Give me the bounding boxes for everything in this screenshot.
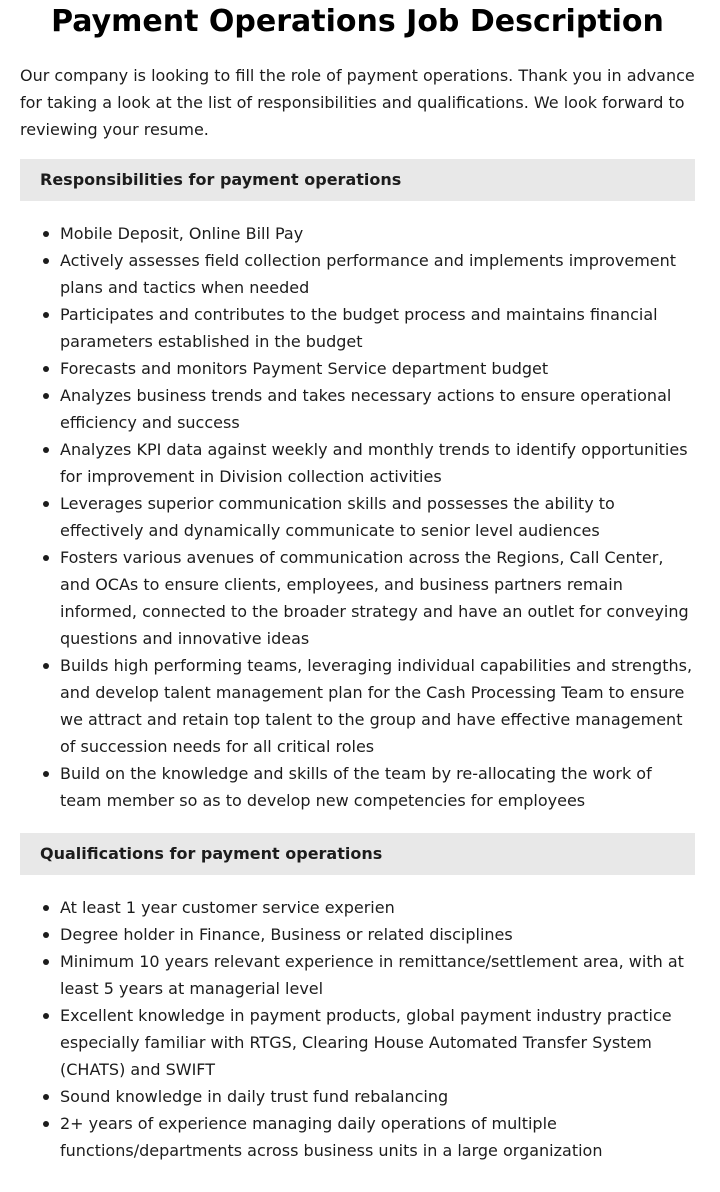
list-item: Actively assesses field collection performance and implements improvement plans and tactics when needed: [60, 247, 695, 301]
list-item: Sound knowledge in daily trust fund rebalancing: [60, 1083, 695, 1110]
intro-paragraph: Our company is looking to fill the role of payment operations. Thank you in advance for taking a look at the list of responsibilities and qualifications. We look forward to reviewing your resume.: [20, 66, 695, 139]
list-item: Analyzes KPI data against weekly and monthly trends to identify opportunities for improvement in Division collection activities: [60, 436, 695, 490]
list-item: Degree holder in Finance, Business or related disciplines: [60, 921, 695, 948]
responsibilities-list: [20, 220, 695, 814]
qualifications-list: [20, 894, 695, 1164]
list-item: Forecasts and monitors Payment Service department budget: [60, 355, 695, 382]
list-item: Excellent knowledge in payment products, global payment industry practice especially familiar with RTGS, Clearing House Automated Transfer System (CHATS) and SWIFT: [60, 1002, 695, 1083]
list-item: Minimum 10 years relevant experience in remittance/settlement area, with at least 5 years at managerial level: [60, 948, 695, 1002]
list-item: Builds high performing teams, leveraging individual capabilities and strengths, and develop talent management plan for the Cash Processing Team to ensure we attract and retain top talent to the group and have effective management of succession needs for all critical roles: [60, 652, 695, 760]
list-item: At least 1 year customer service experien: [60, 894, 695, 921]
list-item: Fosters various avenues of communication across the Regions, Call Center, and OCAs to ensure clients, employees, and business partners remain informed, connected to the broader strategy and have an outlet for conveying questions and innovative ideas: [60, 544, 695, 652]
list-item: Participates and contributes to the budget process and maintains financial parameters established in the budget: [60, 301, 695, 355]
page-title: Payment Operations Job Description: [51, 4, 664, 39]
list-item: Analyzes business trends and takes necessary actions to ensure operational efficiency and success: [60, 382, 695, 436]
list-item: 2+ years of experience managing daily operations of multiple functions/departments across business units in a large organization: [60, 1110, 695, 1164]
list-item: Leverages superior communication skills and possesses the ability to effectively and dynamically communicate to senior level audiences: [60, 490, 695, 544]
responsibilities-heading: Responsibilities for payment operations: [20, 159, 695, 201]
list-item: Build on the knowledge and skills of the team by re-allocating the work of team member so as to develop new competencies for employees: [60, 760, 695, 814]
list-item: Mobile Deposit, Online Bill Pay: [60, 220, 695, 247]
qualifications-heading: Qualifications for payment operations: [20, 833, 695, 875]
